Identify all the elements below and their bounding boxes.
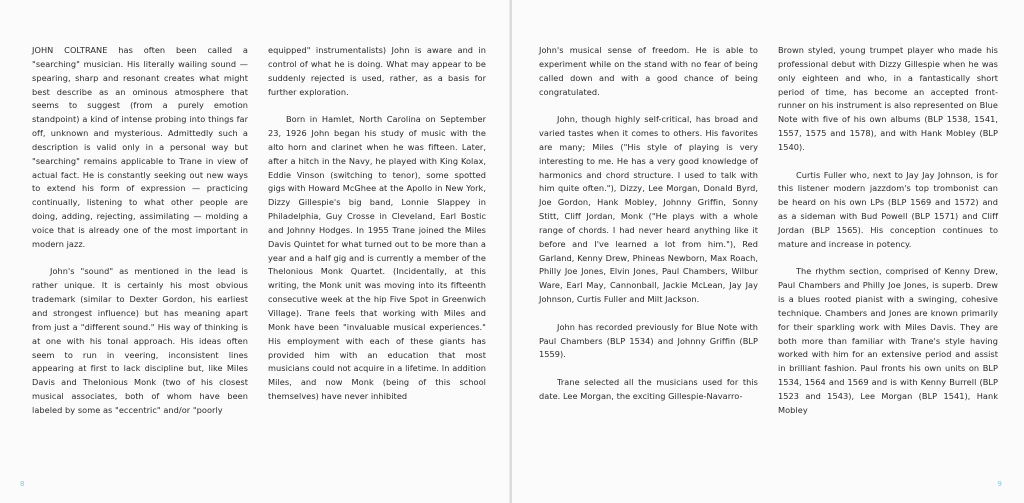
- paragraph: John has recorded previously for Blue Note with Paul Chambers (BLP 1534) and Johnny Griffin (BLP 1559).: [539, 321, 758, 360]
- paragraph: John's "sound" as mentioned in the lead is rather unique. It is certainly his most obvious trademark (similar to Dexter Gordon, his earliest and strongest influence) but has meaning apart from just a "different sound." His way of thinking is at one with his tonal approach. His ideas often seem to run in veering, inconsistent lines appearing at first to lack discipline but, like Miles Davis and Thelonious Monk (two of his closest musical associates, both of whom have been labeled by some as "eccentric" and/or "poorly: [32, 266, 248, 415]
- paragraph: Brown styled, young trumpet player who made his professional debut with Dizzy Gillespie when he was only eighteen and who, in a fantastically short period of time, has become an accepted front-runner on his instrument is also represented on Blue Note with five of his own albums (BLP 1538, 1541, 1557, 1575 and 1578), and with Hank Mobley (BLP 1540).: [778, 45, 998, 152]
- column-1: [32, 44, 248, 432]
- paragraph: John's musical sense of freedom. He is able to experiment while on the stand with no fear of being called down and with a good chance of being congratulated.: [539, 45, 758, 97]
- left-page: [0, 0, 510, 503]
- column-4: [778, 44, 998, 431]
- paragraph: The rhythm section, comprised of Kenny Drew, Paul Chambers and Philly Joe Jones, is superb. Drew is a blues rooted pianist with a swinging, cohesive technique. Chambers and Jones are known primarily for their sparkling work with Miles Davis. They are both more than familiar with Trane's style having worked with him for an extensive period and assist in brilliant fashion. Paul fronts his own units on BLP 1534, 1564 and 1569 and is with Kenny Burrell (BLP 1523 and 1543), Lee Morgan (BLP 1541), Hank Mobley: [778, 266, 998, 415]
- paragraph: Curtis Fuller who, next to Jay Jay Johnson, is for this listener modern jazzdom's top trombonist can be heard on his own LPs (BLP 1569 and 1572) and as a sideman with Bud Powell (BLP 1571) and Cliff Jordan (BLP 1565). His conception continues to mature and increase in potency.: [778, 169, 998, 249]
- column-2: [268, 44, 486, 418]
- page-marker-left: 8: [20, 480, 25, 488]
- page-marker-right: 9: [997, 480, 1002, 488]
- column-3: [539, 44, 758, 418]
- paragraph: Trane selected all the musicians used for this date. Lee Morgan, the exciting Gillespie-Navarro-: [539, 377, 758, 401]
- paragraph: Born in Hamlet, North Carolina on September 23, 1926 John began his study of music with the alto horn and clarinet when he was fifteen. Later, after a hitch in the Navy, he played with King Kolax, Eddie Vinson (switching to tenor), some spotted gigs with Howard McGhee at the Apollo in New York, Dizzy Gillespie's big band, Lonnie Slappey in Philadelphia, Guy Crosse in Cleveland, Earl Bostic and Johnny Hodges. In 1955 Trane joined the Miles Davis Quintet for what turned out to be more than a year and a half gig and is currently a member of the Thelonious Monk Quartet. (Incidentally, at this writing, the Monk unit was moving into its fifteenth consecutive week at the hip Five Spot in Greenwich Village). Trane feels that working with Miles and Monk have been "invaluable musical experiences." His employment with each of these giants has provided him with an education that most musicians could not acquire in a lifetime. In addition Miles, and now Monk (being of this school themselves) have never inhibited: [268, 114, 486, 402]
- paragraph: equipped" instrumentalists) John is aware and in control of what he is doing. What may appear to be suddenly rejected is used, rather, as a basis for further exploration.: [268, 45, 486, 97]
- right-page: [512, 0, 1024, 503]
- paragraph: John, though highly self-critical, has broad and varied tastes when it comes to others. His favorites are many; Miles ("His style of playing is very interesting to me. He has a very good knowledge of harmonics and chord structure. I used to talk with him quite often."), Dizzy, Lee Morgan, Donald Byrd, Joe Gordon, Hank Mobley, Johnny Griffin, Sonny Stitt, Cliff Jordan, Monk ("He plays with a whole range of chords. I had never heard anything like it before and I've learned a lot from him."), Red Garland, Kenny Drew, Phineas Newborn, Max Roach, Philly Joe Jones, Elvin Jones, Paul Chambers, Wilbur Ware, Earl May, Cannonball, Jackie McLean, Jay Jay Johnson, Curtis Fuller and Milt Jackson.: [539, 114, 758, 305]
- paragraph: JOHN COLTRANE has often been called a "searching" musician. His literally wailing sound — spearing, sharp and resonant creates what might best describe as an ominous atmosphere that seems to suggest (from a purely emotion standpoint) a kind of intense probing into things far off, unknown and mysterious. Admittedly such a description is valid only in a personal way but "searching" remains applicable to Trane in view of actual fact. He is constantly seeking out new ways to extend his form of expression — practicing continually, listening to what other people are doing, adding, rejecting, assimilating — molding a voice that is already one of the most important in modern jazz.: [32, 45, 248, 249]
